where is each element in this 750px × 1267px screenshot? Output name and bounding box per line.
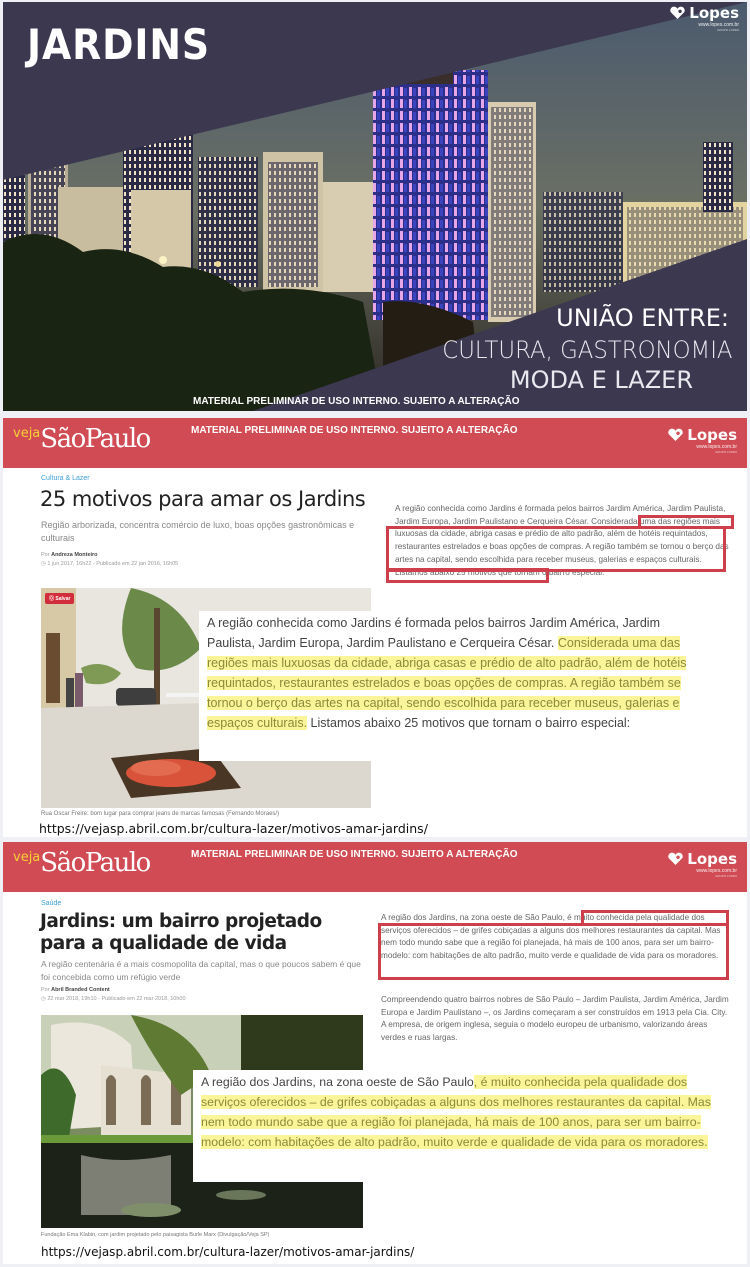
- veja-name: SãoPaulo: [40, 848, 150, 878]
- internal-notice: MATERIAL PRELIMINAR DE USO INTERNO. SUJEITO A ALTERAÇÃO: [193, 396, 520, 407]
- clock-icon: ◷: [41, 996, 46, 1002]
- source-link[interactable]: https://vejasp.abril.com.br/cultura-lazer/motivos-amar-jardins/: [41, 1245, 415, 1259]
- tagline-line2: CULTURA, GASTRONOMIA: [442, 336, 733, 364]
- article-slide-1: [3, 418, 747, 837]
- article-category[interactable]: Cultura & Lazer: [41, 475, 90, 482]
- article-headline: 25 motivos para amar os Jardins: [40, 487, 366, 511]
- annotation-box: [378, 923, 729, 980]
- clock-icon: ◷: [41, 561, 46, 567]
- zoomed-highlight: Considerada uma das regiões mais luxuosas da cidade, abriga casas e prédio de alto padrão, além de hotéis requintados, restaurantes estrelados e boas opções de compras. A região também se tornou o berço das artes na capital, sendo escolhida para receber museus, galerias e espaços culturais.: [207, 636, 687, 730]
- article-category[interactable]: Saúde: [41, 900, 62, 907]
- save-button[interactable]: [45, 593, 74, 604]
- pin-icon: ⓪: [49, 596, 55, 602]
- article-byline: [41, 986, 186, 1004]
- veja-prefix: veja: [13, 850, 41, 865]
- annotation-box: [386, 526, 726, 572]
- cover-slide: [3, 2, 747, 411]
- lopes-brand: Lopes: [687, 426, 737, 444]
- annotation-box: [386, 568, 549, 583]
- article-byline: [41, 551, 178, 569]
- save-label: Salvar: [55, 596, 71, 602]
- lopes-url: www.lopes.com.br: [698, 22, 739, 28]
- article-headline: Jardins: um bairro projetado para a qualidade de vida: [40, 911, 322, 954]
- zoomed-excerpt: [193, 1070, 723, 1182]
- lopes-url: www.lopes.com.br: [696, 444, 737, 450]
- byline-prefix: Por: [41, 987, 50, 993]
- cover-title: JARDINS: [27, 20, 211, 69]
- lopes-url: www.lopes.com.br: [696, 868, 737, 874]
- lopes-sub: GRUPO LOPES: [715, 874, 737, 878]
- zoomed-plain: A região dos Jardins, na zona oeste de São Paulo: [201, 1075, 474, 1089]
- excerpt-plain: A região dos Jardins, na zona oeste de São Paulo: [381, 913, 563, 922]
- article-slide-2: [3, 842, 747, 1264]
- header-bar: [3, 418, 747, 468]
- article-paragraph-2: Compreendendo quatro bairros nobres de São Paulo – Jardim Paulista, Jardim América, Jardim Europa e Jardim Paulistano –, os Jardins começaram a ser construídos em 1913 pela Cia. City. A empresa, de origem inglesa, seguia o modelo europeu de urbanismo, valorizando áreas verdes e ruas largas.: [381, 995, 729, 1043]
- tagline-line3: MODA E LAZER: [509, 366, 693, 394]
- author-name[interactable]: Abril Branded Content: [51, 987, 110, 993]
- heart-icon: [669, 6, 686, 20]
- lopes-sub: GRUPO LOPES: [717, 28, 739, 32]
- lopes-logo: [667, 850, 737, 878]
- excerpt-highlight: , é muito conhecida pela qualidade dos serviços oferecidos – de grifes cobiçadas a alguns dos melhores restaurantes da capital. Mas nem todo mundo sabe que a região foi planejada, há mais de 100 anos, para ser um bairro-modelo: com habitações de alto padrão, muito verde e qualidade de vida para os moradores.: [381, 913, 721, 961]
- zoomed-highlight: , é muito conhecida pela qualidade dos serviços oferecidos – de grifes cobiçadas a alguns dos melhores restaurantes da capital. Mas nem todo mundo sabe que a região foi planejada, há mais de 100 anos, para ser um bairro-modelo: com habitações de alto padrão, muito verde e qualidade de vida para os moradores.: [201, 1075, 711, 1149]
- veja-prefix: veja: [13, 426, 41, 441]
- tagline-line1: UNIÃO ENTRE:: [556, 304, 729, 332]
- excerpt-plain: A região conhecida como Jardins é formada pelos bairros Jardim América, Jardim Paulista, Jardim Europa, Jardim Paulistano e Cerqueira César.: [395, 504, 726, 526]
- source-link[interactable]: https://vejasp.abril.com.br/cultura-lazer/motivos-amar-jardins/: [39, 821, 428, 836]
- lopes-brand: Lopes: [687, 850, 737, 868]
- lopes-sub: GRUPO LOPES: [715, 450, 737, 454]
- lopes-logo: [669, 4, 739, 32]
- heart-icon: [667, 852, 684, 866]
- article-dates: 1 jun 2017, 16h22 - Publicado em 22 jan 2016, 16h05: [47, 561, 179, 567]
- author-name[interactable]: Andreza Monteiro: [51, 552, 98, 558]
- lopes-logo: [667, 426, 737, 454]
- internal-notice: MATERIAL PRELIMINAR DE USO INTERNO. SUJEITO A ALTERAÇÃO: [191, 425, 518, 436]
- excerpt-highlight: Considerada uma das regiões mais luxuosas da cidade, abriga casas e prédio de alto padrão, além de hotéis requintados, restaurantes estrelados e boas opções de compras. A região também se tornou o berço das artes na capital, sendo escolhida para receber museus, galerias e espaços culturais.: [395, 516, 729, 564]
- veja-name: SãoPaulo: [40, 424, 150, 454]
- byline-prefix: Por: [41, 552, 50, 558]
- excerpt-tail: Listamos abaixo 25 motivos que tornam o bairro especial:: [395, 567, 605, 577]
- header-bar: [3, 842, 747, 892]
- article-dates: 22 mar 2018, 19h10 - Publicado em 22 mar 2018, 10h00: [47, 996, 186, 1002]
- veja-sp-logo: [13, 424, 150, 454]
- article-subhead: Região arborizada, concentra comércio de luxo, boas opções gastronômicas e culturais: [41, 520, 355, 543]
- zoomed-tail: Listamos abaixo 25 motivos que tornam o bairro especial:: [310, 716, 631, 730]
- photo-caption: Rua Oscar Freire: bom lugar para comprar jeans de marcas famosas (Fernando Moraes/): [41, 811, 280, 817]
- internal-notice: MATERIAL PRELIMINAR DE USO INTERNO. SUJEITO A ALTERAÇÃO: [191, 849, 518, 860]
- photo-caption: Fundação Ema Klabin, com jardim projetado pelo paisagista Burle Marx (Divulgação/Veja SP): [41, 1232, 270, 1238]
- zoomed-plain: A região conhecida como Jardins é formada pelos bairros Jardim América, Jardim Paulista, Jardim Europa, Jardim Paulistano e Cerqueira César.: [207, 616, 660, 650]
- cover-tagline: [427, 304, 733, 394]
- article-subhead: A região centenária é a mais cosmopolita da capital, mas o que poucos sabem é que foi concebida como um refúgio verde: [41, 959, 361, 982]
- lopes-brand: Lopes: [689, 4, 739, 22]
- zoomed-excerpt: [199, 611, 707, 761]
- veja-sp-logo: [13, 848, 150, 878]
- heart-icon: [667, 428, 684, 442]
